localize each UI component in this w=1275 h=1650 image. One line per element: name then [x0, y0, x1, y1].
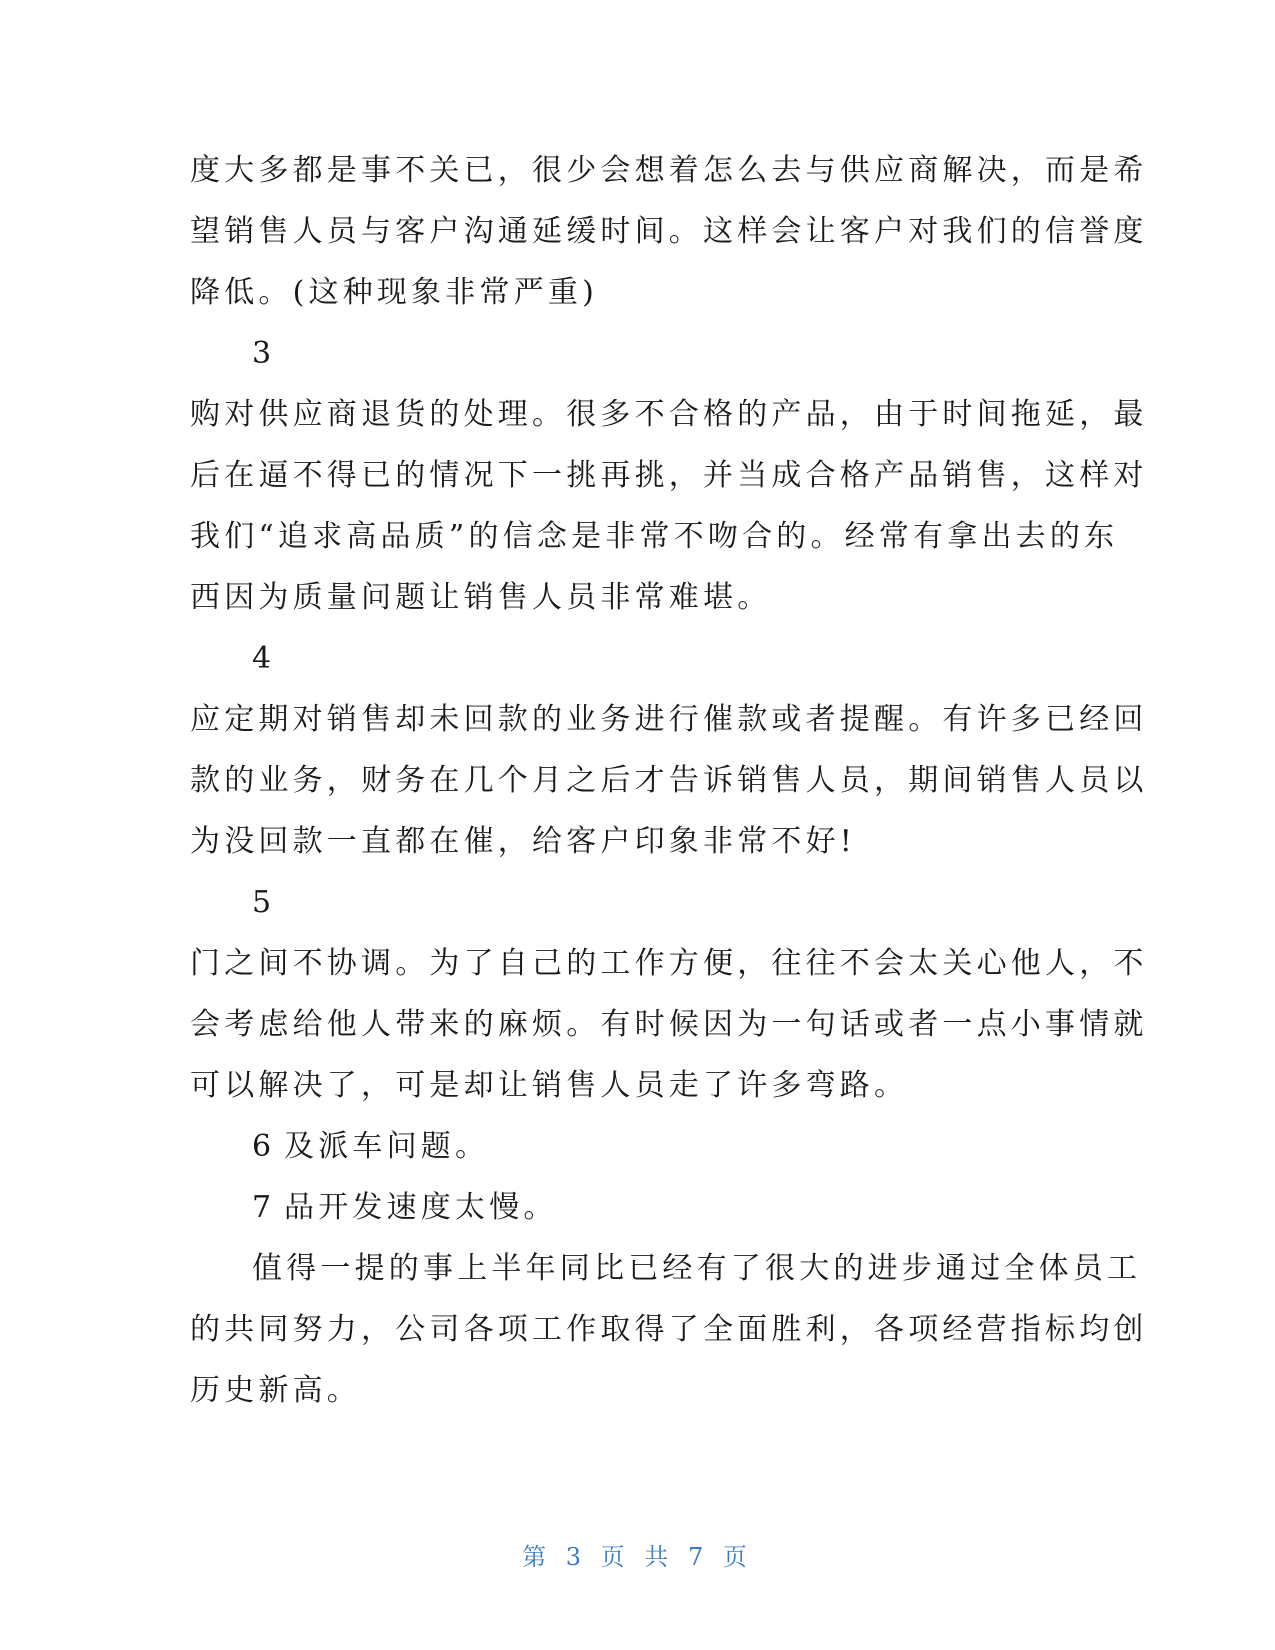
- paragraph-line: 门之间不协调。为了自己的工作方便，往往不会太关心他人，不: [190, 946, 1148, 981]
- list-number: 3: [252, 336, 272, 371]
- paragraph-line: 购对供应商退货的处理。很多不合格的产品，由于时间拖延，最: [190, 397, 1148, 432]
- paragraph-line: 可以解决了，可是却让销售人员走了许多弯路。: [190, 1068, 909, 1103]
- list-number: 7: [252, 1190, 272, 1225]
- paragraph-line: 度大多都是事不关已，很少会想着怎么去与供应商解决，而是希: [190, 153, 1148, 188]
- paragraph-line: 款的业务，财务在几个月之后才告诉销售人员，期间销售人员以: [190, 763, 1148, 798]
- page-number-footer: 第 3 页 共 7 页: [522, 1543, 753, 1571]
- paragraph-line: 会考虑给他人带来的麻烦。有时候因为一句话或者一点小事情就: [190, 1007, 1148, 1042]
- paragraph-line: 降低。(这种现象非常严重): [190, 275, 599, 310]
- paragraph-line: 西因为质量问题让销售人员非常难堪。: [190, 580, 772, 615]
- paragraph-line: 值得一提的事上半年同比已经有了很大的进步通过全体员工: [252, 1251, 1142, 1286]
- paragraph-line: 应定期对销售却未回款的业务进行催款或者提醒。有许多已经回: [190, 702, 1148, 737]
- list-item-text: 品开发速度太慢。: [284, 1190, 558, 1225]
- list-number: 4: [252, 641, 272, 676]
- paragraph-line: 为没回款一直都在催，给客户印象非常不好!: [190, 824, 857, 859]
- list-number: 6: [252, 1129, 272, 1164]
- list-number: 5: [252, 885, 272, 920]
- list-item-7: [190, 1177, 1065, 1238]
- paragraph-line: 历史新高。: [190, 1373, 361, 1408]
- paragraph-line: 望销售人员与客户沟通延缓时间。这样会让客户对我们的信誉度: [190, 214, 1148, 249]
- document-body: [190, 140, 1148, 1421]
- paragraph-line: 后在逼不得已的情况下一挑再挑，并当成合格产品销售，这样对: [190, 458, 1148, 493]
- paragraph-line: 的共同努力，公司各项工作取得了全面胜利，各项经营指标均创: [190, 1312, 1148, 1347]
- list-item-text: 及派车问题。: [284, 1129, 490, 1164]
- paragraph-line: 我们“追求高品质”的信念是非常不吻合的。经常有拿出去的东: [190, 519, 1119, 554]
- list-item-6: [190, 1116, 1065, 1177]
